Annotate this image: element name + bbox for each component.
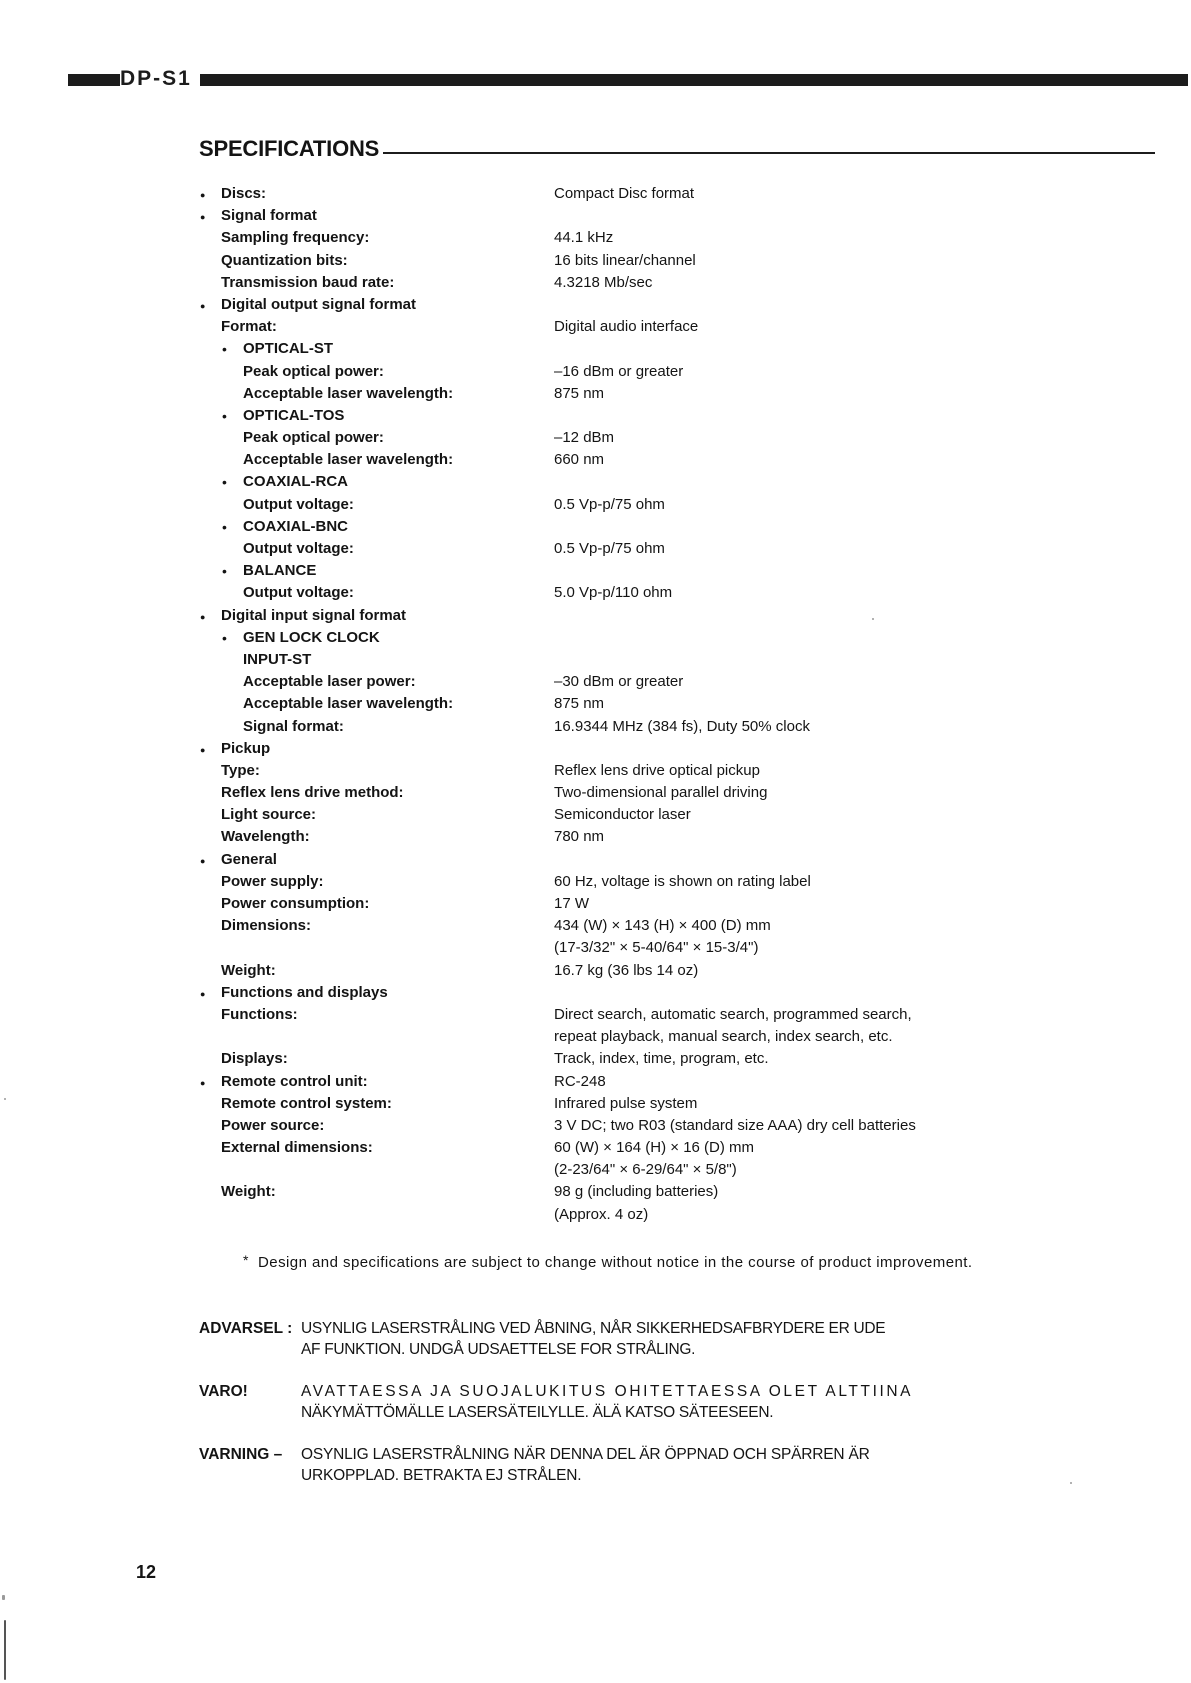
spec-row [0, 627, 1191, 649]
spec-row [0, 804, 1191, 826]
sub-bullet-icon: • [222, 407, 227, 424]
model-name: DP-S1 [120, 67, 192, 90]
spec-row [0, 1137, 1191, 1159]
spec-label: Dimensions: [221, 917, 312, 935]
bullet-icon: ● [200, 190, 206, 200]
scan-speck [872, 618, 874, 620]
sub-bullet-icon: • [222, 474, 227, 491]
bullet-icon: ● [200, 988, 206, 999]
spec-label: Remote control system: [221, 1094, 392, 1112]
spec-label: Power supply: [221, 872, 324, 890]
spec-value: Two-dimensional parallel driving [554, 784, 768, 802]
spec-value: Digital audio interface [554, 318, 699, 336]
warning-text [301, 1381, 1161, 1423]
spec-row [0, 1071, 1191, 1093]
spec-label: Weight: [221, 961, 276, 979]
spec-value: 60 Hz, voltage is shown on rating label [554, 872, 811, 890]
page-number: 12 [136, 1562, 157, 1582]
spec-label: Digital output signal format [221, 295, 416, 313]
spec-row [0, 205, 1191, 227]
spec-value: –12 dBm [554, 429, 615, 447]
change-notice-text: Design and specifications are subject to change without notice in the course of product improvement. [258, 1254, 973, 1271]
spec-row [0, 272, 1191, 294]
change-notice [258, 1252, 973, 1274]
spec-label: Acceptable laser wavelength: [243, 451, 454, 469]
spec-row [0, 361, 1191, 383]
spec-value: 780 nm [554, 828, 605, 846]
spec-label: OPTICAL-TOS [243, 406, 345, 424]
warning-text [301, 1318, 1161, 1360]
spec-label: External dimensions: [221, 1139, 373, 1157]
spec-label: Discs: [221, 185, 267, 202]
spec-value: RC-248 [554, 1072, 606, 1090]
spec-row [0, 316, 1191, 338]
spec-row [0, 826, 1191, 848]
spec-row [0, 449, 1191, 471]
spec-value: 660 nm [554, 451, 605, 469]
bullet-icon: ● [200, 855, 206, 866]
spec-value: –30 dBm or greater [554, 673, 684, 691]
warning-text [301, 1444, 1161, 1486]
spec-value: 5.0 Vp-p/110 ohm [554, 584, 673, 602]
spec-row [0, 471, 1191, 493]
spec-row [0, 1204, 1191, 1226]
bullet-icon: ● [200, 1077, 206, 1088]
spec-label: Power consumption: [221, 895, 370, 912]
spec-value: 875 nm [554, 695, 605, 713]
spec-value: Reflex lens drive optical pickup [554, 761, 760, 779]
spec-label: Peak optical power: [243, 429, 384, 447]
spec-value: 4.3218 Mb/sec [554, 273, 653, 291]
spec-label: Digital input signal format [221, 606, 407, 624]
spec-label: Acceptable laser wavelength: [243, 695, 454, 713]
spec-label: Functions and displays [221, 983, 388, 1001]
title-rule [383, 152, 1155, 154]
spec-row [0, 693, 1191, 715]
bullet-icon: ● [200, 212, 206, 223]
sub-bullet-icon: • [222, 518, 227, 535]
spec-label: Power source: [221, 1116, 325, 1134]
spec-value: Direct search, automatic search, programmed search, [554, 1005, 912, 1023]
warning-line: URKOPPLAD. BETRAKTA EJ STRÅLEN. [301, 1467, 582, 1484]
spec-row [0, 982, 1191, 1004]
header-bar-right [200, 74, 1188, 86]
spec-value: Track, index, time, program, etc. [554, 1050, 769, 1068]
warning-label: VARO! [199, 1383, 248, 1400]
scan-speck [2, 1595, 5, 1600]
spec-label: COAXIAL-RCA [243, 473, 348, 491]
spec-row [0, 738, 1191, 760]
spec-value: (2-23/64" × 6-29/64" × 5/8") [554, 1161, 737, 1179]
spec-value: –16 dBm or greater [554, 362, 684, 380]
sub-bullet-icon: • [222, 341, 227, 358]
spec-value: 44.1 kHz [554, 229, 614, 247]
spec-label: Acceptable laser wavelength: [243, 384, 454, 402]
spec-label: Output voltage: [243, 540, 354, 557]
sub-bullet-icon: • [222, 629, 227, 646]
spec-row [0, 516, 1191, 538]
page-header [0, 0, 1191, 100]
spec-row [0, 1159, 1191, 1181]
spec-label: INPUT-ST [243, 650, 312, 668]
spec-row [0, 1181, 1191, 1203]
spec-row [0, 405, 1191, 427]
scan-speck [4, 1098, 6, 1100]
spec-row [0, 427, 1191, 449]
scan-speck [4, 1620, 6, 1680]
spec-value: 3 V DC; two R03 (standard size AAA) dry cell batteries [554, 1116, 916, 1134]
spec-row [0, 250, 1191, 272]
spec-value: 875 nm [554, 384, 605, 402]
spec-label: Wavelength: [221, 828, 310, 846]
spec-value: 17 W [554, 895, 590, 912]
spec-label: Peak optical power: [243, 362, 384, 380]
spec-value: 16.7 kg (36 lbs 14 oz) [554, 961, 699, 979]
spec-row [0, 960, 1191, 982]
spec-value: 0.5 Vp-p/75 ohm [554, 495, 665, 513]
spec-row [0, 849, 1191, 871]
spec-row [0, 383, 1191, 405]
spec-label: Type: [221, 761, 260, 779]
warning-line: AVATTAESSA JA SUOJALUKITUS OHITETTAESSA OLET ALTTIINA [301, 1383, 914, 1400]
spec-row [0, 582, 1191, 604]
spec-label: Transmission baud rate: [221, 273, 395, 291]
spec-value: (17-3/32" × 5-40/64" × 15-3/4") [554, 939, 759, 957]
spec-label: Displays: [221, 1050, 288, 1068]
bullet-icon: ● [200, 744, 206, 755]
bullet-icon: ● [200, 300, 206, 311]
spec-value: Compact Disc format [554, 185, 695, 202]
spec-value: 434 (W) × 143 (H) × 400 (D) mm [554, 917, 771, 935]
spec-label: COAXIAL-BNC [243, 517, 348, 535]
bullet-icon: ● [200, 611, 206, 622]
spec-row [0, 1048, 1191, 1070]
spec-value: Infrared pulse system [554, 1094, 698, 1112]
spec-label: Reflex lens drive method: [221, 784, 404, 802]
header-bar-left [68, 74, 120, 86]
spec-row [0, 294, 1191, 316]
warning-line: NÄKYMÄTTÖMÄLLE LASERSÄTEILYLLE. ÄLÄ KATSO SÄTEESEEN. [301, 1404, 774, 1421]
sub-bullet-icon: • [222, 563, 227, 580]
spec-value: repeat playback, manual search, index search, etc. [554, 1028, 893, 1046]
spec-label: Quantization bits: [221, 251, 348, 269]
spec-row [0, 494, 1191, 516]
warning-label: VARNING – [199, 1446, 283, 1463]
spec-label: Signal format: [243, 717, 344, 735]
scan-speck [1070, 1482, 1072, 1484]
spec-row [0, 227, 1191, 249]
spec-label: Light source: [221, 806, 317, 824]
spec-label: General [221, 850, 277, 868]
spec-label: Remote control unit: [221, 1072, 368, 1090]
spec-label: Functions: [221, 1005, 298, 1023]
warning-line: USYNLIG LASERSTRÅLING VED ÅBNING, NÅR SIKKERHEDSAFBRYDERE ER UDE [301, 1320, 886, 1337]
spec-value: 0.5 Vp-p/75 ohm [554, 540, 665, 557]
spec-row [0, 871, 1191, 893]
spec-row [0, 183, 1191, 205]
spec-row [0, 893, 1191, 915]
spec-value: 98 g (including batteries) [554, 1183, 719, 1201]
spec-row [0, 605, 1191, 627]
page-title: SPECIFICATIONS [199, 136, 380, 161]
spec-row [0, 1115, 1191, 1137]
spec-label: Output voltage: [243, 584, 354, 602]
spec-row [0, 915, 1191, 937]
note-asterisk: * [243, 1252, 249, 1268]
spec-row [0, 338, 1191, 360]
warning-line: AF FUNKTION. UNDGÅ UDSAETTELSE FOR STRÅLING. [301, 1341, 696, 1358]
spec-label: Pickup [221, 739, 271, 757]
spec-label: BALANCE [243, 562, 317, 580]
spec-row [0, 538, 1191, 560]
spec-value: 60 (W) × 164 (H) × 16 (D) mm [554, 1139, 755, 1157]
spec-value: 16 bits linear/channel [554, 251, 696, 269]
spec-row [0, 671, 1191, 693]
spec-label: Acceptable laser power: [243, 673, 416, 691]
spec-value: Semiconductor laser [554, 806, 691, 824]
spec-label: GEN LOCK CLOCK [243, 628, 380, 646]
warning-label: ADVARSEL : [199, 1320, 293, 1337]
spec-row [0, 560, 1191, 582]
spec-label: OPTICAL-ST [243, 340, 333, 358]
spec-label: Format: [221, 318, 277, 336]
warning-line: OSYNLIG LASERSTRÅLNING NÄR DENNA DEL ÄR ÖPPNAD OCH SPÄRREN ÄR [301, 1446, 870, 1463]
spec-value: 16.9344 MHz (384 fs), Duty 50% clock [554, 717, 810, 735]
spec-row [0, 760, 1191, 782]
spec-label: Output voltage: [243, 495, 354, 513]
specifications-list [0, 183, 1191, 1226]
spec-row [0, 716, 1191, 738]
spec-row [0, 1093, 1191, 1115]
spec-row [0, 649, 1191, 671]
spec-label: Signal format [221, 207, 317, 225]
spec-row [0, 1026, 1191, 1048]
spec-row [0, 937, 1191, 959]
spec-value: (Approx. 4 oz) [554, 1205, 649, 1223]
spec-label: Sampling frequency: [221, 229, 370, 247]
spec-label: Weight: [221, 1183, 276, 1201]
spec-row [0, 1004, 1191, 1026]
spec-row [0, 782, 1191, 804]
